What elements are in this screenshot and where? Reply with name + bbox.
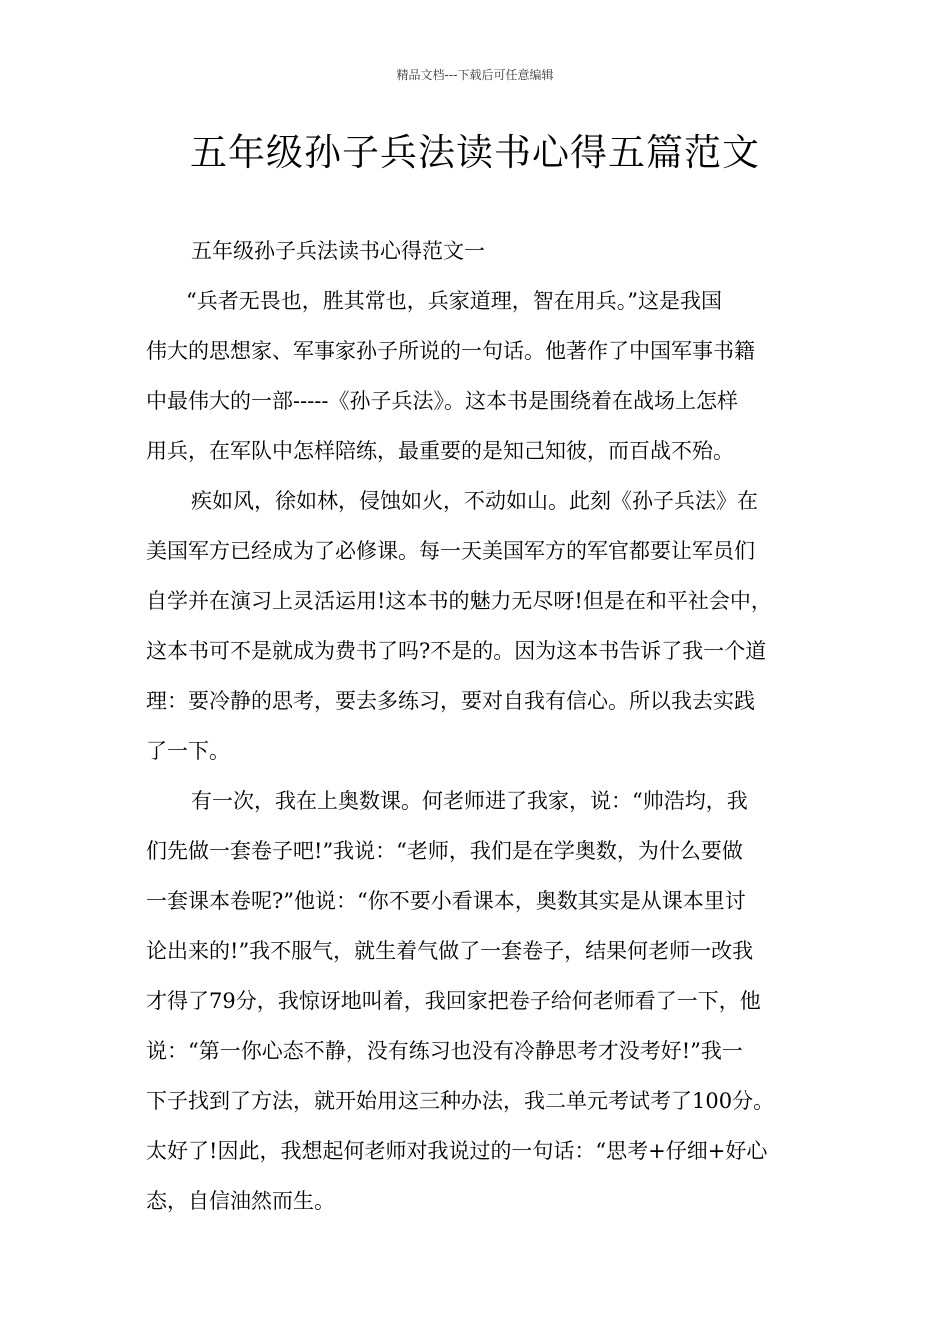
paragraph-3-line: 有一次，我在上奥数课。何老师进了我家，说：“帅浩均，我 [191, 789, 748, 813]
paragraph-3-line: 说：“第一你心态不静，没有练习也没有冷静思考才没考好!”我一 [146, 1039, 743, 1063]
paragraph-1-line: 伟大的思想家、军事家孙子所说的一句话。他著作了中国军事书籍 [146, 339, 755, 363]
paragraph-3-line: 才得了79分，我惊讶地叫着，我回家把卷子给何老师看了一下，他 [146, 989, 761, 1013]
section-heading: 五年级孙子兵法读书心得范文一 [191, 239, 485, 263]
document-title: 五年级孙子兵法读书心得五篇范文 [190, 131, 760, 174]
paragraph-2-line: 疾如风，徐如林，侵蚀如火，不动如山。此刻《孙子兵法》在 [191, 489, 758, 513]
paragraph-3-line: 太好了!因此，我想起何老师对我说过的一句话：“思考+仔细+好心 [146, 1139, 768, 1163]
paragraph-2-line: 了一下。 [146, 739, 230, 763]
paragraph-3-line: 态，自信油然而生。 [146, 1189, 335, 1213]
paragraph-3-line: 一套课本卷呢?”他说：“你不要小看课本，奥数其实是从课本里讨 [146, 889, 746, 913]
paragraph-2-line: 自学并在演习上灵活运用!这本书的魅力无尽呀!但是在和平社会中， [146, 589, 772, 613]
paragraph-1-line: 用兵，在军队中怎样陪练，最重要的是知己知彼，而百战不殆。 [146, 439, 734, 463]
paragraph-2-line: 美国军方已经成为了必修课。每一天美国军方的军官都要让军员们 [146, 539, 755, 563]
header-note: 精品文档---下载后可任意编辑 [396, 68, 554, 82]
paragraph-1-line: “兵者无畏也，胜其常也，兵家道理，智在用兵。”这是我国 [186, 289, 722, 313]
paragraph-3-line: 们先做一套卷子吧!”我说：“老师，我们是在学奥数，为什么要做 [146, 839, 743, 863]
paragraph-3-line: 下子找到了方法，就开始用这三种办法，我二单元考试考了100分。 [146, 1089, 775, 1113]
paragraph-3-line: 论出来的!”我不服气，就生着气做了一套卷子，结果何老师一改我 [146, 939, 754, 963]
paragraph-1-line: 中最伟大的一部-----《孙子兵法》。这本书是围绕着在战场上怎样 [146, 389, 738, 413]
paragraph-2-line: 理：要冷静的思考，要去多练习，要对自我有信心。所以我去实践 [146, 689, 755, 713]
paragraph-2-line: 这本书可不是就成为费书了吗?不是的。因为这本书告诉了我一个道 [146, 639, 767, 663]
